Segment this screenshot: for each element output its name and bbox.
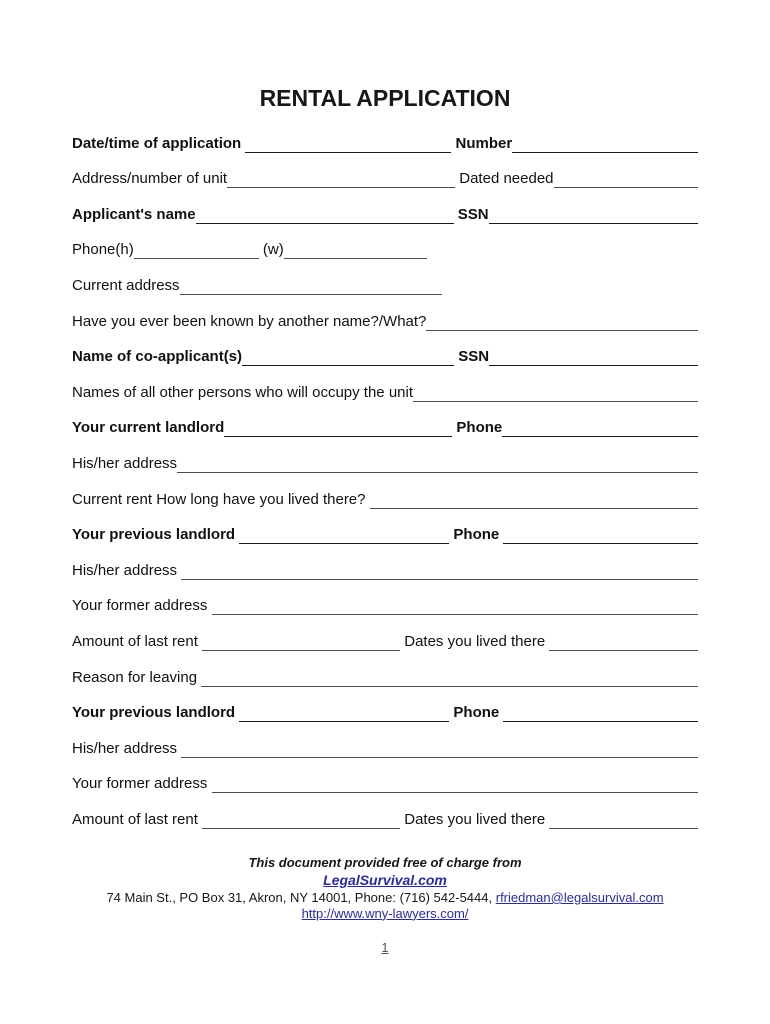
field-label: Have you ever been known by another name?/What? xyxy=(72,312,427,330)
field-label: Applicant's name xyxy=(72,205,196,223)
blank-line[interactable] xyxy=(503,539,698,544)
form-row xyxy=(72,117,698,153)
blank-line[interactable] xyxy=(245,148,451,153)
form-row xyxy=(72,366,698,402)
field-label: (w) xyxy=(258,241,284,259)
field-label: His/her address xyxy=(72,561,182,579)
field-label: His/her address xyxy=(72,454,178,472)
page-number: 1 xyxy=(381,939,389,955)
blank-line[interactable] xyxy=(502,432,698,437)
field-label: Your former address xyxy=(72,597,212,615)
field-label: Name of co-applicant(s) xyxy=(72,348,243,366)
field-label: SSN xyxy=(453,205,489,223)
form-row xyxy=(72,580,698,616)
form-row xyxy=(72,259,698,295)
form-row xyxy=(72,153,698,189)
blank-line[interactable] xyxy=(503,717,698,722)
field-label: Dated needed xyxy=(455,170,554,188)
field-label: Dates you lived there xyxy=(400,632,550,650)
field-label: Your former address xyxy=(72,775,212,793)
field-label: Date/time of application xyxy=(72,134,246,152)
blank-line[interactable] xyxy=(239,539,449,544)
blank-line[interactable] xyxy=(180,290,442,295)
blank-line[interactable] xyxy=(549,646,698,651)
blank-line[interactable] xyxy=(554,183,698,188)
blank-line[interactable] xyxy=(370,504,698,509)
form-row xyxy=(72,295,698,331)
field-label: Dates you lived there xyxy=(400,810,550,828)
blank-line[interactable] xyxy=(426,326,698,331)
blank-line[interactable] xyxy=(196,219,454,224)
form-row xyxy=(72,331,698,367)
blank-line[interactable] xyxy=(134,254,259,259)
blank-line[interactable] xyxy=(202,646,400,651)
form-row xyxy=(72,615,698,651)
website-link[interactable]: http://www.wny-lawyers.com/ xyxy=(301,905,469,921)
form-row xyxy=(72,509,698,545)
field-label: Address/number of unit xyxy=(72,170,228,188)
blank-line[interactable] xyxy=(181,753,698,758)
form-row xyxy=(72,544,698,580)
blank-line[interactable] xyxy=(224,432,452,437)
email-link[interactable]: rfriedman@legalsurvival.com xyxy=(495,889,664,905)
blank-line[interactable] xyxy=(227,183,455,188)
blank-line[interactable] xyxy=(512,148,698,153)
blank-line[interactable] xyxy=(549,824,698,829)
blank-line[interactable] xyxy=(242,361,454,366)
footer-provided-text: This document provided free of charge from xyxy=(248,854,522,870)
form-row xyxy=(72,473,698,509)
field-label: Your previous landlord xyxy=(72,704,240,722)
form-row xyxy=(72,722,698,758)
blank-line[interactable] xyxy=(284,254,427,259)
form-fields xyxy=(72,117,698,829)
field-label: His/her address xyxy=(72,739,182,757)
form-row xyxy=(72,402,698,438)
field-label: Phone(h) xyxy=(72,241,134,259)
field-label: Phone xyxy=(449,704,504,722)
blank-line[interactable] xyxy=(212,610,698,615)
blank-line[interactable] xyxy=(177,468,698,473)
field-label: Amount of last rent xyxy=(72,810,203,828)
field-label: Amount of last rent xyxy=(72,632,203,650)
field-label: Current rent How long have you lived there? xyxy=(72,490,370,508)
field-label: SSN xyxy=(454,348,490,366)
blank-line[interactable] xyxy=(489,219,698,224)
field-label: Names of all other persons who will occupy the unit xyxy=(72,383,414,401)
footer-address-line xyxy=(0,890,770,906)
field-label: Reason for leaving xyxy=(72,668,202,686)
footer-address-text: 74 Main St., PO Box 31, Akron, NY 14001, Phone: (716) 542-5444, xyxy=(106,889,496,905)
form-row xyxy=(72,758,698,794)
blank-line[interactable] xyxy=(181,575,698,580)
form-row xyxy=(72,188,698,224)
blank-line[interactable] xyxy=(201,682,698,687)
form-row xyxy=(72,687,698,723)
blank-line[interactable] xyxy=(489,361,698,366)
form-row xyxy=(72,793,698,829)
blank-line[interactable] xyxy=(413,397,698,402)
blank-line[interactable] xyxy=(212,788,698,793)
field-label: Phone xyxy=(452,419,503,437)
form-row xyxy=(72,224,698,260)
blank-line[interactable] xyxy=(239,717,449,722)
field-label: Current address xyxy=(72,276,180,294)
legalsurvival-link[interactable]: LegalSurvival.com xyxy=(323,871,447,888)
field-label: Your current landlord xyxy=(72,419,225,437)
field-label: Phone xyxy=(449,526,504,544)
form-row xyxy=(72,437,698,473)
footer xyxy=(0,855,770,922)
field-label: Your previous landlord xyxy=(72,526,240,544)
document-title: RENTAL APPLICATION xyxy=(259,85,511,111)
form-row xyxy=(72,651,698,687)
field-label: Number xyxy=(451,134,513,152)
blank-line[interactable] xyxy=(202,824,400,829)
